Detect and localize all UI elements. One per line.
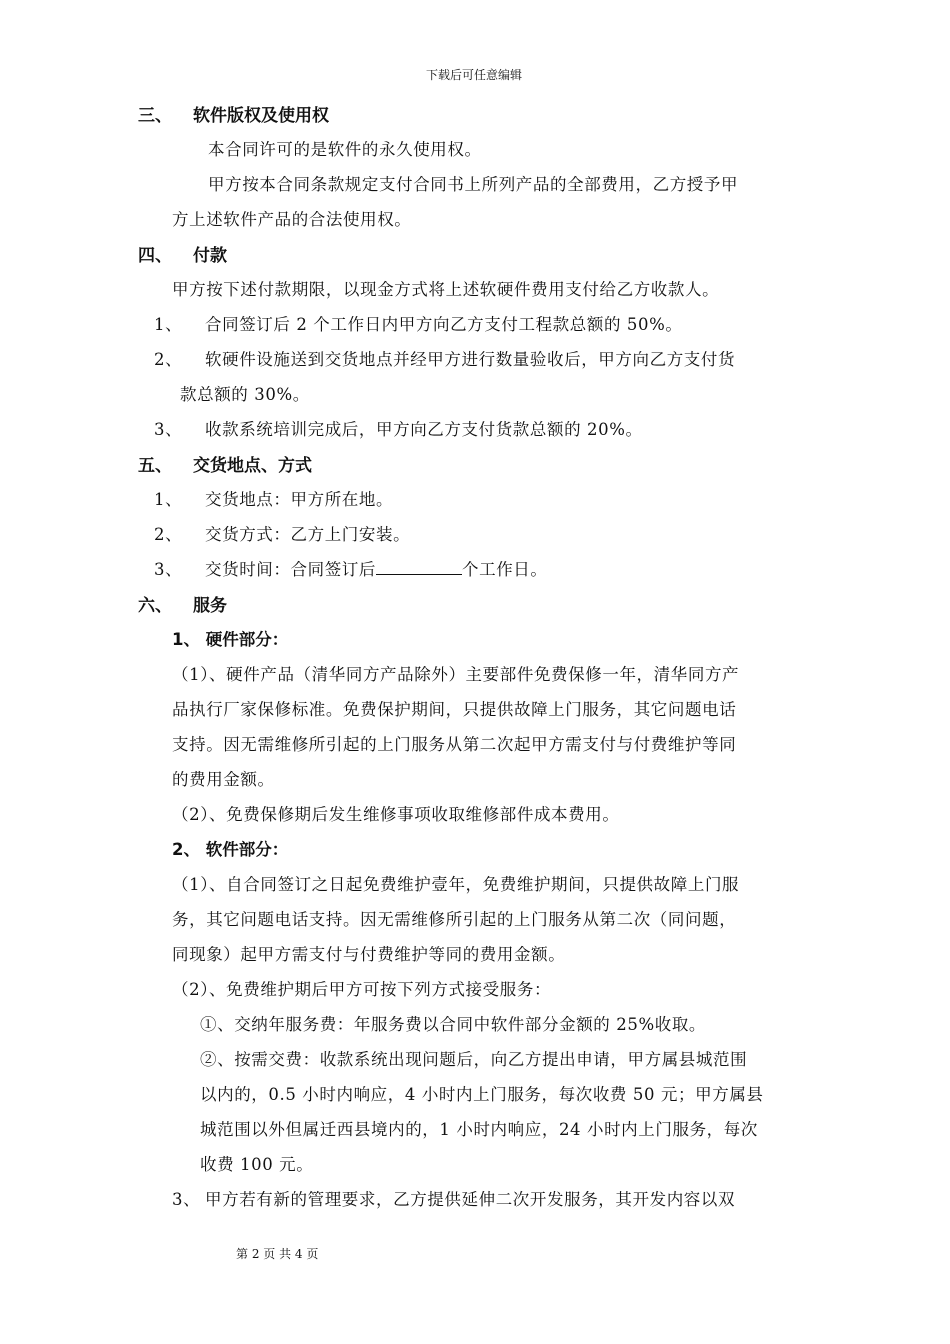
- delivery-item-3-suffix: 个工作日。: [462, 560, 548, 579]
- section-4-title: 付款: [193, 246, 227, 266]
- delivery-item-3-line: [205, 556, 548, 580]
- section-4-intro: 甲方按下述付款期限，以现金方式将上述软硬件费用支付给乙方收款人。: [172, 280, 720, 299]
- hardware-p1-line-2: 品执行厂家保修标准。免费保护期间，只提供故障上门服务，其它问题电话: [172, 700, 737, 719]
- hardware-p1-line-3: 支持。因无需维修所引起的上门服务从第二次起甲方需支付与付费维护等同: [172, 735, 737, 754]
- section-3-paragraph-2-line-2: 方上述软件产品的合法使用权。: [172, 210, 412, 229]
- section-5-number: 五、: [138, 456, 172, 476]
- section-3-paragraph-2-line-1: 甲方按本合同条款规定支付合同书上所列产品的全部费用，乙方授予甲: [208, 175, 739, 194]
- service-option-2-line-2: 以内的，0.5 小时内响应，4 小时内上门服务，每次收费 50 元；甲方属县: [200, 1085, 764, 1104]
- payment-item-1-number: 1、: [154, 315, 183, 334]
- payment-item-2-number: 2、: [154, 350, 183, 369]
- delivery-item-3-number: 3、: [154, 560, 183, 579]
- section-5-title: 交货地点、方式: [193, 456, 312, 476]
- payment-item-3-text: 收款系统培训完成后，甲方向乙方支付货款总额的 20%。: [205, 420, 643, 439]
- software-p1-line-2: 务，其它问题电话支持。因无需维修所引起的上门服务从第二次（同问题，: [172, 910, 737, 929]
- service-option-1: ①、交纳年服务费：年服务费以合同中软件部分金额的 25%收取。: [200, 1015, 707, 1034]
- hardware-subtitle: 1、 硬件部分：: [172, 630, 289, 649]
- service-option-2-line-4: 收费 100 元。: [200, 1155, 314, 1174]
- payment-item-2-text-line-2: 款总额的 30%。: [180, 385, 310, 404]
- service-item-3-text: 甲方若有新的管理要求，乙方提供延伸二次开发服务，其开发内容以双: [205, 1190, 736, 1209]
- hardware-p1-line-1: （1）、硬件产品（清华同方产品除外）主要部件免费保修一年，清华同方产: [172, 665, 740, 684]
- section-3-paragraph-1: 本合同许可的是软件的永久使用权。: [208, 140, 482, 159]
- section-6-number: 六、: [138, 596, 172, 616]
- section-3-number: 三、: [138, 106, 172, 126]
- page-footer: 第 2 页 共 4 页: [236, 1247, 319, 1261]
- delivery-item-2-text: 交货方式：乙方上门安装。: [205, 525, 411, 544]
- hardware-p1-line-4: 的费用金额。: [172, 770, 275, 789]
- page-header-note: 下载后可任意编辑: [426, 68, 523, 82]
- payment-item-2-text-line-1: 软硬件设施送到交货地点并经甲方进行数量验收后，甲方向乙方支付货: [205, 350, 736, 369]
- section-4-number: 四、: [138, 246, 172, 266]
- software-p2: （2）、免费维护期后甲方可按下列方式接受服务：: [172, 980, 552, 999]
- service-option-2-line-1: ②、按需交费：收款系统出现问题后，向乙方提出申请，甲方属县城范围: [200, 1050, 748, 1069]
- delivery-item-1-text: 交货地点：甲方所在地。: [205, 490, 394, 509]
- service-option-2-line-3: 城范围以外但属迁西县境内的，1 小时内响应，24 小时内上门服务，每次: [200, 1120, 758, 1139]
- section-3-title: 软件版权及使用权: [193, 106, 329, 126]
- software-p1-line-1: （1）、自合同签订之日起免费维护壹年，免费维护期间，只提供故障上门服: [172, 875, 740, 894]
- section-6-title: 服务: [193, 596, 227, 616]
- delivery-item-2-number: 2、: [154, 525, 183, 544]
- service-item-3-number: 3、: [172, 1190, 201, 1209]
- payment-item-1-text: 合同签订后 2 个工作日内甲方向乙方支付工程款总额的 50%。: [205, 315, 683, 334]
- payment-item-3-number: 3、: [154, 420, 183, 439]
- software-p1-line-3: 同现象）起甲方需支付与付费维护等同的费用金额。: [172, 945, 566, 964]
- software-subtitle: 2、 软件部分：: [172, 840, 289, 859]
- delivery-item-3-text: 交货时间：合同签订后: [205, 560, 376, 579]
- delivery-item-1-number: 1、: [154, 490, 183, 509]
- hardware-p2: （2）、免费保修期后发生维修事项收取维修部件成本费用。: [172, 805, 620, 824]
- delivery-days-blank: [376, 562, 462, 575]
